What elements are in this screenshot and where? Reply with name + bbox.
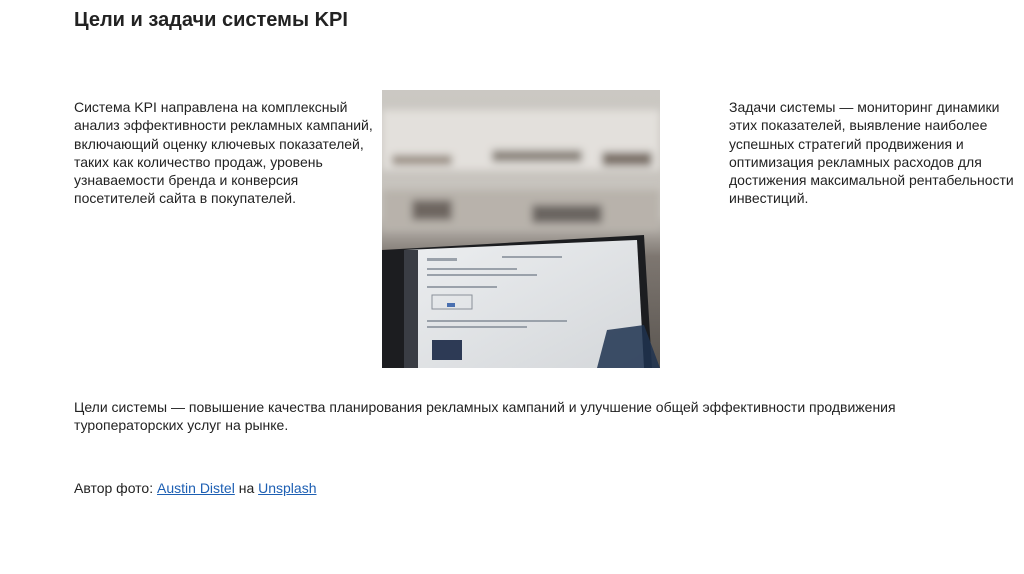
credit-middle: на (234, 480, 259, 496)
slide-title: Цели и задачи системы KPI (74, 9, 348, 31)
unsplash-link[interactable]: Unsplash (258, 480, 317, 496)
kpi-tasks-paragraph: Задачи системы — мониторинг динамики этих показателей, выявление наиболее успешных стратегий продвижения и оптимизация рекламных расходов для достижения максимальной рентабельности инвестиций. (729, 99, 1014, 207)
author-link[interactable]: Austin Distel (157, 480, 235, 496)
kpi-goals-paragraph: Цели системы — повышение качества планирования рекламных кампаний и улучшение общей эффективности продвижения туроператорских услуг на рынке. (74, 399, 896, 434)
laptop-screen-photo (382, 90, 660, 368)
credit-prefix: Автор фото: (74, 480, 158, 496)
photo-credit (74, 480, 317, 496)
kpi-description-paragraph: Система KPI направлена на комплексный анализ эффективности рекламных кампаний, включающий оценку ключевых показателей, таких как количество продаж, уровень узнаваемости бренда и конверсия посетителей сайта в покупателей. (74, 99, 373, 207)
